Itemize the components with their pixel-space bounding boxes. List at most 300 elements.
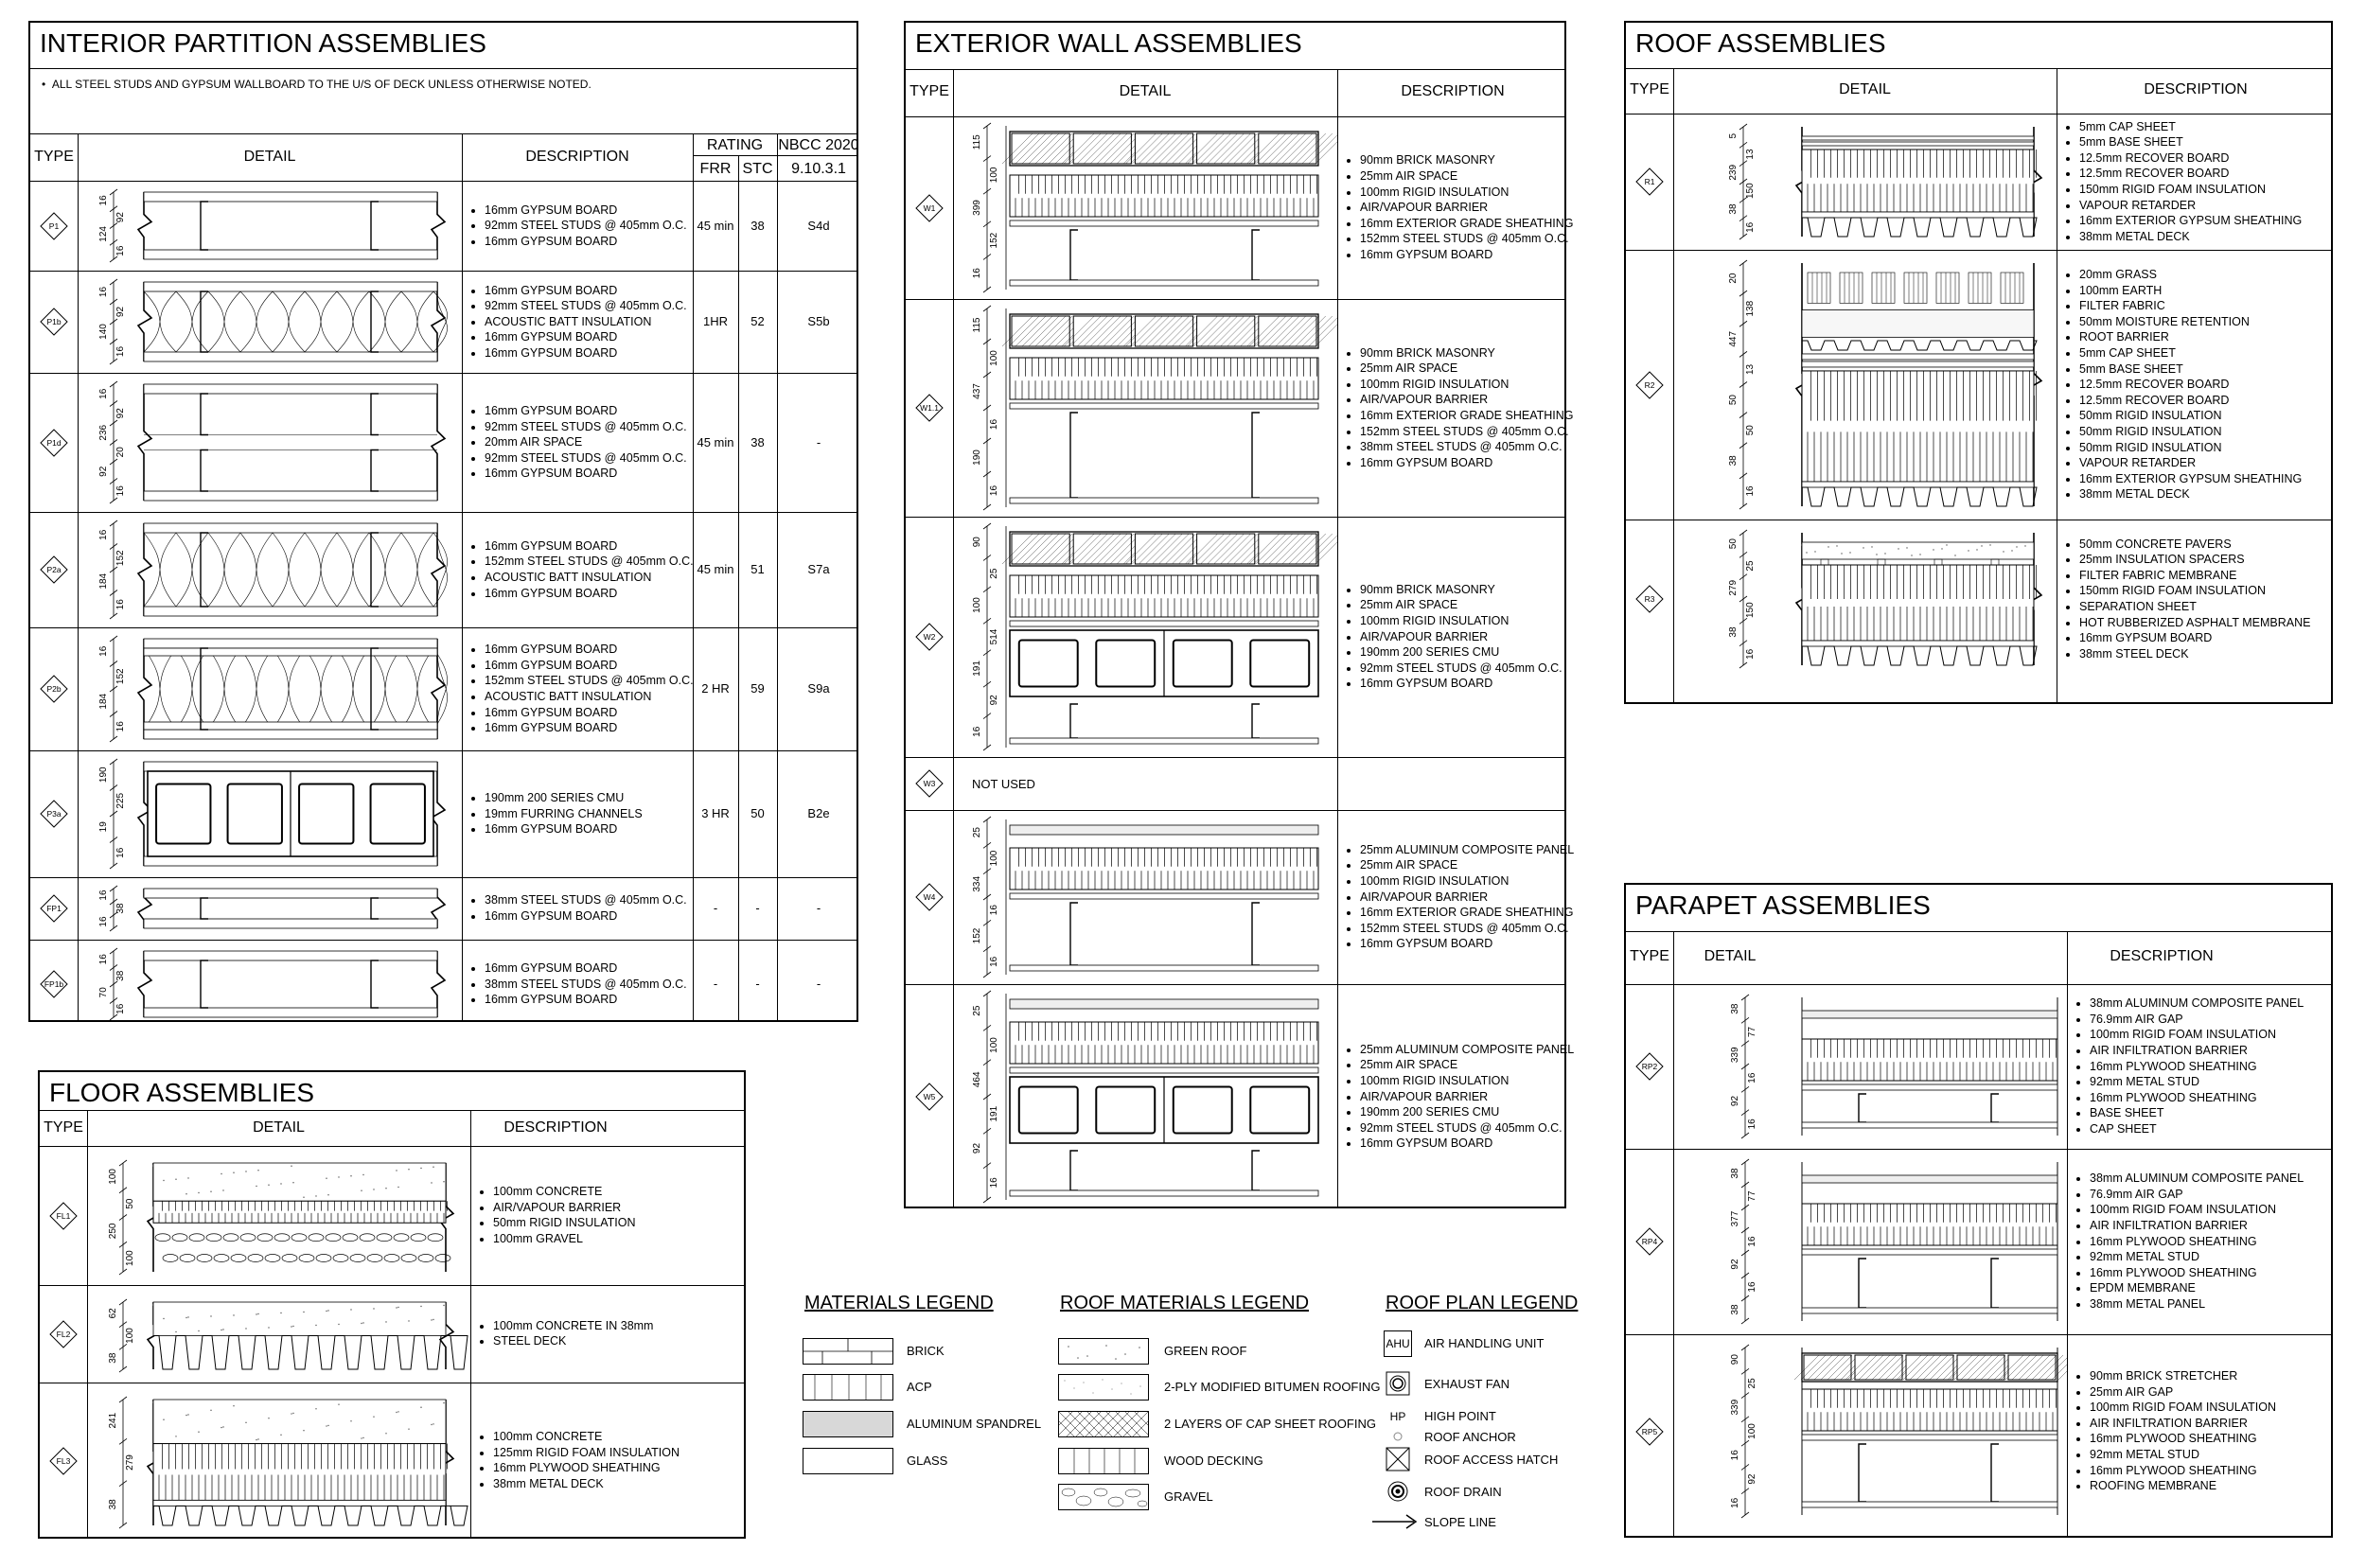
description-item: • STEEL DECK (493, 1333, 653, 1349)
dimension-label: 225 (115, 792, 126, 809)
type-tag (40, 894, 68, 923)
legend-ahu-label: AIR HANDLING UNIT (1424, 1336, 1545, 1350)
type-tag-label: P2b (46, 684, 62, 694)
description-item: • 38mm METAL PANEL (2090, 1296, 2304, 1313)
type-tag (915, 623, 944, 651)
description-item: • 5mm CAP SHEET (2079, 345, 2302, 361)
description-item: • 16mm GYPSUM BOARD (485, 466, 687, 482)
exhaust-fan-icon (1384, 1372, 1412, 1395)
type-tag-label: RP2 (1641, 1062, 1658, 1071)
description-item: • 25mm AIR SPACE (1360, 168, 1574, 185)
cap-sheet-swatch (1058, 1411, 1149, 1437)
description-item: • 16mm GYPSUM BOARD (1360, 676, 1563, 692)
dimension-label: 25 (972, 1005, 982, 1016)
type-tag-label: R3 (1644, 594, 1655, 604)
description-item: • 16mm EXTERIOR GRADE SHEATHING (1360, 408, 1574, 424)
description-item: • VAPOUR RETARDER (2079, 198, 2302, 214)
frr-value: 45 min (697, 434, 734, 449)
type-tag (915, 1083, 944, 1111)
description-item: • 100mm RIGID INSULATION (1360, 377, 1574, 393)
dimension-label: 16 (98, 529, 109, 540)
dimension-label: 50 (125, 1198, 135, 1209)
dimension-label: 50 (1728, 395, 1739, 406)
description-list (1343, 842, 1574, 952)
description-list (468, 538, 694, 601)
divider (462, 133, 463, 1020)
assembly-detail-drawing (953, 517, 1337, 757)
dimension-label: 250 (108, 1223, 118, 1240)
type-tag-label: R2 (1644, 379, 1655, 390)
description-item: • 16mm GYPSUM BOARD (485, 992, 687, 1008)
type-tag (40, 429, 68, 457)
dimension-label: 100 (1747, 1423, 1757, 1439)
description-item: • 25mm AIR SPACE (1360, 857, 1574, 873)
description-item: • 38mm STEEL STUDS @ 405mm O.C. (485, 977, 687, 993)
assembly-detail-drawing (78, 181, 462, 271)
assembly-detail-drawing (78, 512, 462, 627)
description-item: • 16mm GYPSUM BOARD (485, 642, 694, 658)
header-type: TYPE (34, 149, 74, 165)
description-list (476, 1318, 653, 1349)
description-item: • FILTER FABRIC (2079, 298, 2302, 314)
header-detail: DETAIL (253, 1119, 305, 1136)
description-item: • ACOUSTIC BATT INSULATION (485, 570, 694, 586)
divider (738, 155, 739, 1020)
parapet-panel (1624, 883, 2333, 1538)
frr-value: 3 HR (701, 806, 730, 820)
dimension-label: 514 (989, 628, 999, 645)
dimension-label: 38 (108, 1499, 118, 1510)
dimension-label: 16 (115, 847, 126, 858)
wood-decking-swatch (1058, 1448, 1149, 1474)
brick-swatch (803, 1338, 893, 1365)
dimension-label: 16 (972, 726, 982, 737)
dimension-label: 447 (1728, 330, 1739, 347)
slope-line-icon (1372, 1510, 1418, 1533)
dimension-label: 38 (1730, 1168, 1740, 1179)
dimension-label: 150 (1745, 602, 1756, 619)
description-item: • 90mm BRICK MASONRY (1360, 152, 1574, 168)
dimension-label: 152 (115, 668, 126, 685)
description-item: • 100mm GRAVEL (493, 1231, 635, 1247)
dimension-label: 100 (972, 597, 982, 613)
description-item: • 16mm PLYWOOD SHEATHING (2090, 1234, 2304, 1250)
acp-swatch (803, 1374, 893, 1401)
dimension-label: 16 (115, 721, 126, 732)
description-item: • 100mm RIGID INSULATION (1360, 1073, 1574, 1089)
description-item: • 152mm STEEL STUDS @ 405mm O.C. (1360, 424, 1574, 440)
header-detail: DETAIL (1839, 81, 1891, 97)
dimension-label: 16 (115, 245, 126, 256)
dimension-label: 92 (1730, 1095, 1740, 1107)
description-item: • 25mm AIR SPACE (1360, 1057, 1574, 1073)
dimension-label: 100 (125, 1328, 135, 1344)
description-list (468, 790, 643, 837)
dimension-label: 190 (98, 766, 109, 784)
description-item: • 152mm STEEL STUDS @ 405mm O.C. (485, 554, 694, 570)
description-item: • 16mm GYPSUM BOARD (485, 960, 687, 977)
description-item: • 16mm PLYWOOD SHEATHING (2090, 1431, 2276, 1447)
description-item: • ROOFING MEMBRANE (2090, 1478, 2276, 1494)
gravel-swatch (1058, 1484, 1149, 1510)
frr-value: 1HR (702, 314, 728, 328)
dimension-label: 115 (972, 134, 982, 150)
description-item: • 100mm CONCRETE (493, 1184, 635, 1200)
code-value: - (816, 434, 821, 449)
description-item: • 100mm RIGID FOAM INSULATION (2090, 1400, 2276, 1416)
header-description: DESCRIPTION (525, 149, 629, 165)
description-item: • AIR/VAPOUR BARRIER (1360, 629, 1563, 645)
type-tag (1635, 1227, 1664, 1256)
dimension-label: 16 (1745, 485, 1756, 497)
dimension-label: 241 (108, 1412, 118, 1429)
stc-value: 51 (750, 562, 765, 576)
dimension-label: 92 (115, 306, 126, 318)
description-item: • AIR/VAPOUR BARRIER (1360, 200, 1574, 216)
dimension-label: 25 (972, 827, 982, 838)
gravel-pattern (1059, 1485, 1148, 1509)
dimension-label: 50 (1728, 538, 1739, 550)
code-value: - (816, 901, 821, 915)
type-tag (915, 394, 944, 422)
dimension-label: 16 (989, 905, 999, 916)
type-tag (40, 212, 68, 240)
glass-swatch (803, 1448, 893, 1474)
stc-value: 38 (750, 218, 765, 233)
description-item: • 90mm BRICK MASONRY (1360, 345, 1574, 361)
floor-title: FLOOR ASSEMBLIES (49, 1078, 315, 1107)
description-item: • 16mm GYPSUM BOARD (485, 658, 694, 674)
dimension-label: 16 (1747, 1072, 1757, 1084)
description-item: • 50mm RIGID INSULATION (2079, 440, 2302, 456)
type-tag-label: FL2 (56, 1329, 71, 1339)
frr-value: - (713, 977, 718, 991)
header-nbcc: NBCC 2020 (778, 137, 859, 153)
assembly-detail-drawing (78, 627, 462, 750)
description-list (2062, 537, 2311, 662)
description-list (2073, 1368, 2276, 1494)
divider (40, 1110, 744, 1111)
description-item: • 16mm EXTERIOR GYPSUM SHEATHING (2079, 213, 2302, 229)
exterior-title: EXTERIOR WALL ASSEMBLIES (915, 28, 1302, 58)
dimension-label: 190 (972, 449, 982, 466)
dimension-label: 90 (1730, 1354, 1740, 1365)
description-item: • 16mm GYPSUM BOARD (485, 586, 694, 602)
description-item: • 12.5mm RECOVER BOARD (2079, 377, 2302, 393)
frr-value: 45 min (697, 562, 734, 576)
dimension-label: 279 (1728, 579, 1739, 596)
stc-value: 59 (750, 681, 765, 696)
header-type: TYPE (44, 1119, 83, 1136)
assembly-detail-drawing (78, 373, 462, 512)
header-code: 9.10.3.1 (791, 161, 846, 177)
dimension-label: 100 (989, 1037, 999, 1053)
description-item: • 92mm STEEL STUDS @ 405mm O.C. (485, 298, 687, 314)
type-tag-label: RP4 (1641, 1237, 1658, 1246)
assembly-detail-drawing (1673, 520, 2057, 678)
assembly-detail-drawing (87, 1146, 470, 1285)
dimension-label: 16 (98, 916, 109, 927)
description-item: • 16mm GYPSUM BOARD (485, 203, 687, 219)
type-tag-label: W3 (923, 779, 936, 788)
description-item: • AIR/VAPOUR BARRIER (1360, 890, 1574, 906)
frr-value: 45 min (697, 218, 734, 233)
assembly-detail-drawing (953, 299, 1337, 517)
roof-title: ROOF ASSEMBLIES (1635, 28, 1886, 58)
header-type: TYPE (1630, 948, 1669, 964)
description-item: • 16mm PLYWOOD SHEATHING (493, 1460, 680, 1476)
header-stc: STC (742, 161, 773, 177)
stc-value: - (755, 901, 760, 915)
description-item: • HOT RUBBERIZED ASPHALT MEMBRANE (2079, 615, 2311, 631)
assembly-detail-drawing (78, 877, 462, 940)
description-item: • 92mm METAL STUD (2090, 1447, 2276, 1463)
description-item: • 25mm AIR SPACE (1360, 597, 1563, 613)
dimension-label: 92 (1747, 1473, 1757, 1485)
header-description: DESCRIPTION (503, 1119, 608, 1136)
header-description: DESCRIPTION (1401, 83, 1505, 99)
bitumen-pattern (1059, 1375, 1148, 1400)
type-tag-label: W5 (923, 1092, 936, 1101)
description-item: • ACOUSTIC BATT INSULATION (485, 314, 687, 330)
description-item: • 25mm ALUMINUM COMPOSITE PANEL (1360, 842, 1574, 858)
bitumen-swatch (1058, 1374, 1149, 1401)
description-item: • 16mm GYPSUM BOARD (485, 403, 687, 419)
type-tag-label: W2 (923, 632, 936, 642)
header-detail: DETAIL (1704, 948, 1757, 964)
frr-value: 2 HR (701, 681, 730, 696)
description-item: • 16mm EXTERIOR GYPSUM SHEATHING (2079, 471, 2302, 487)
description-item: • 100mm EARTH (2079, 283, 2302, 299)
description-item: • 152mm STEEL STUDS @ 405mm O.C. (485, 673, 694, 689)
dimension-label: 339 (1730, 1047, 1740, 1064)
dimension-label: 38 (115, 970, 126, 981)
dimension-label: 13 (1745, 363, 1756, 375)
description-item: • CAP SHEET (2090, 1121, 2304, 1137)
legend-spandrel-label: ALUMINUM SPANDREL (907, 1417, 1042, 1431)
description-item: • 16mm GYPSUM BOARD (485, 908, 687, 925)
legend-green-roof-label: GREEN ROOF (1164, 1344, 1247, 1358)
dimension-label: 16 (115, 485, 126, 497)
header-description: DESCRIPTION (2110, 948, 2214, 964)
dimension-label: 62 (108, 1308, 118, 1319)
description-list (476, 1184, 635, 1246)
dimension-label: 16 (989, 484, 999, 497)
description-list (1343, 152, 1574, 262)
description-item: • 20mm AIR SPACE (485, 434, 687, 450)
dimension-label: 16 (1730, 1450, 1740, 1461)
description-item: • AIR INFILTRATION BARRIER (2090, 1416, 2276, 1432)
description-item: • 16mm GYPSUM BOARD (485, 329, 687, 345)
description-item: • 152mm STEEL STUDS @ 405mm O.C. (1360, 231, 1574, 247)
description-item: • ACOUSTIC BATT INSULATION (485, 689, 694, 705)
type-tag (915, 769, 944, 798)
description-list (2062, 267, 2302, 502)
divider (693, 155, 856, 156)
description-item: • 5mm BASE SHEET (2079, 134, 2302, 150)
description-item: • 16mm GYPSUM BOARD (485, 345, 687, 361)
assembly-detail-drawing (78, 750, 462, 877)
dimension-label: 100 (989, 350, 999, 366)
description-item: • 125mm RIGID FOAM INSULATION (493, 1445, 680, 1461)
code-value: B2e (807, 806, 830, 820)
description-item: • 92mm METAL STUD (2090, 1249, 2304, 1265)
green-roof-swatch (1058, 1338, 1149, 1365)
type-tag (1635, 585, 1664, 613)
divider (30, 133, 856, 134)
dimension-label: 16 (989, 956, 999, 967)
description-item: • 100mm RIGID FOAM INSULATION (2090, 1202, 2304, 1218)
assembly-detail-drawing (87, 1285, 470, 1383)
dimension-label: 334 (972, 875, 982, 892)
description-item: • 190mm 200 SERIES CMU (1360, 644, 1563, 661)
dimension-label: 38 (1730, 1304, 1740, 1315)
description-list (468, 642, 694, 736)
type-tag (1635, 371, 1664, 399)
description-item: • 150mm RIGID FOAM INSULATION (2079, 583, 2311, 599)
description-item: • 5mm BASE SHEET (2079, 361, 2302, 378)
description-item: • 38mm ALUMINUM COMPOSITE PANEL (2090, 995, 2304, 1012)
description-item: • SEPARATION SHEET (2079, 599, 2311, 615)
description-item: • 38mm METAL DECK (2079, 229, 2302, 245)
description-list (468, 960, 687, 1008)
dimension-label: 25 (1747, 1378, 1757, 1389)
divider (2067, 931, 2068, 1536)
description-item: • 12.5mm RECOVER BOARD (2079, 393, 2302, 409)
description-item: • 50mm RIGID INSULATION (2079, 424, 2302, 440)
type-tag (1635, 1418, 1664, 1446)
description-list (1343, 582, 1563, 692)
description-item: • 100mm RIGID INSULATION (1360, 873, 1574, 890)
assembly-detail-drawing (953, 984, 1337, 1209)
dimension-label: 184 (98, 693, 109, 710)
type-tag-label: FL1 (56, 1210, 71, 1221)
dimension-label: 16 (1745, 648, 1756, 660)
description-item: • 38mm STEEL STUDS @ 405mm O.C. (485, 892, 687, 908)
dimension-label: 377 (1730, 1210, 1740, 1227)
dimension-label: 38 (1728, 203, 1739, 215)
legend-slope-line-label: SLOPE LINE (1424, 1515, 1496, 1529)
dimension-label: 13 (1745, 149, 1756, 160)
description-item: • 38mm STEEL DECK (2079, 646, 2311, 662)
dimension-label: 279 (125, 1454, 135, 1471)
type-tag (915, 194, 944, 222)
dimension-label: 16 (1730, 1497, 1740, 1508)
description-item: • 152mm STEEL STUDS @ 405mm O.C. (1360, 921, 1574, 937)
legend-cap-sheet-label: 2 LAYERS OF CAP SHEET ROOFING (1164, 1417, 1376, 1431)
dimension-label: 70 (98, 987, 109, 998)
legend-bitumen-label: 2-PLY MODIFIED BITUMEN ROOFING (1164, 1380, 1381, 1394)
dimension-label: 100 (125, 1250, 135, 1266)
dimension-label: 399 (972, 200, 982, 216)
legend-roof-anchor-label: ROOF ANCHOR (1424, 1430, 1516, 1444)
type-tag-label: P1 (48, 220, 60, 231)
assembly-detail-drawing (953, 116, 1337, 299)
description-item: • BASE SHEET (2090, 1105, 2304, 1121)
description-item: • 16mm GYPSUM BOARD (485, 283, 687, 299)
header-detail: DETAIL (1119, 83, 1172, 99)
description-item: • VAPOUR RETARDER (2079, 455, 2302, 471)
description-item: • 16mm GYPSUM BOARD (1360, 455, 1574, 471)
aluminum-spandrel-swatch (803, 1411, 893, 1437)
roof-materials-legend-title: ROOF MATERIALS LEGEND (1060, 1293, 1310, 1313)
dimension-label: 191 (972, 661, 982, 677)
type-tag-label: R1 (1644, 177, 1655, 186)
description-item: • AIR INFILTRATION BARRIER (2090, 1218, 2304, 1234)
dimension-label: 16 (98, 195, 109, 206)
type-tag (49, 1202, 78, 1230)
header-description: DESCRIPTION (2144, 81, 2248, 97)
dimension-label: 150 (1745, 183, 1756, 200)
description-item: • 16mm GYPSUM BOARD (485, 821, 643, 837)
dimension-label: 152 (115, 550, 126, 567)
description-item: • 76.9mm AIR GAP (2090, 1187, 2304, 1203)
parapet-title: PARAPET ASSEMBLIES (1635, 890, 1931, 920)
description-item: • AIR/VAPOUR BARRIER (1360, 1089, 1574, 1105)
roof-access-hatch-icon (1384, 1448, 1412, 1471)
type-tag-label: W1 (923, 203, 936, 213)
legend-gravel-label: GRAVEL (1164, 1489, 1213, 1504)
description-item: • 25mm INSULATION SPACERS (2079, 552, 2311, 568)
description-item: • 16mm GYPSUM BOARD (1360, 247, 1574, 263)
roof-anchor-icon (1384, 1425, 1412, 1448)
divider (30, 68, 856, 69)
description-list (2062, 119, 2302, 245)
assembly-detail-drawing (1673, 1149, 2067, 1334)
header-rating: RATING (706, 137, 764, 153)
dimension-label: 115 (972, 317, 982, 333)
dimension-label: 16 (1745, 221, 1756, 233)
description-item: • EPDM MEMBRANE (2090, 1280, 2304, 1296)
dimension-label: 92 (1730, 1259, 1740, 1270)
dimension-label: 464 (972, 1071, 982, 1088)
description-item: • 16mm PLYWOOD SHEATHING (2090, 1059, 2304, 1075)
type-tag-label: RP5 (1641, 1426, 1658, 1436)
description-item: • 190mm 200 SERIES CMU (485, 790, 643, 806)
description-item: • 16mm GYPSUM BOARD (485, 705, 694, 721)
description-item: • AIR/VAPOUR BARRIER (1360, 392, 1574, 408)
description-item: • 76.9mm AIR GAP (2090, 1012, 2304, 1028)
dimension-label: 100 (108, 1169, 118, 1185)
code-value: S4d (807, 218, 830, 233)
dimension-label: 5 (1728, 132, 1739, 139)
description-item: • 50mm CONCRETE PAVERS (2079, 537, 2311, 553)
dimension-label: 16 (989, 418, 999, 431)
dimension-label: 92 (989, 695, 999, 706)
stc-value: 52 (750, 314, 765, 328)
green-roof-pattern (1059, 1339, 1148, 1364)
description-item: • 100mm RIGID FOAM INSULATION (2090, 1027, 2304, 1043)
description-item: • 16mm EXTERIOR GRADE SHEATHING (1360, 216, 1574, 232)
description-item: • 16mm GYPSUM BOARD (1360, 1136, 1574, 1152)
dimension-label: 92 (115, 212, 126, 223)
type-tag (1635, 167, 1664, 196)
description-item: • 50mm RIGID INSULATION (2079, 408, 2302, 424)
description-item: • 38mm METAL DECK (2079, 486, 2302, 502)
type-tag (40, 970, 68, 998)
type-tag-label: W1.1 (920, 403, 939, 413)
floor-panel (38, 1070, 746, 1539)
divider (470, 1110, 471, 1537)
stc-value: - (755, 977, 760, 991)
dimension-label: 20 (115, 447, 126, 458)
dimension-label: 77 (1747, 1190, 1757, 1202)
type-tag-label: P2a (46, 565, 62, 574)
code-value: - (816, 977, 821, 991)
description-item: • 50mm MOISTURE RETENTION (2079, 314, 2302, 330)
type-tag-label: P3a (46, 809, 62, 819)
description-item: • 16mm PLYWOOD SHEATHING (2090, 1463, 2276, 1479)
